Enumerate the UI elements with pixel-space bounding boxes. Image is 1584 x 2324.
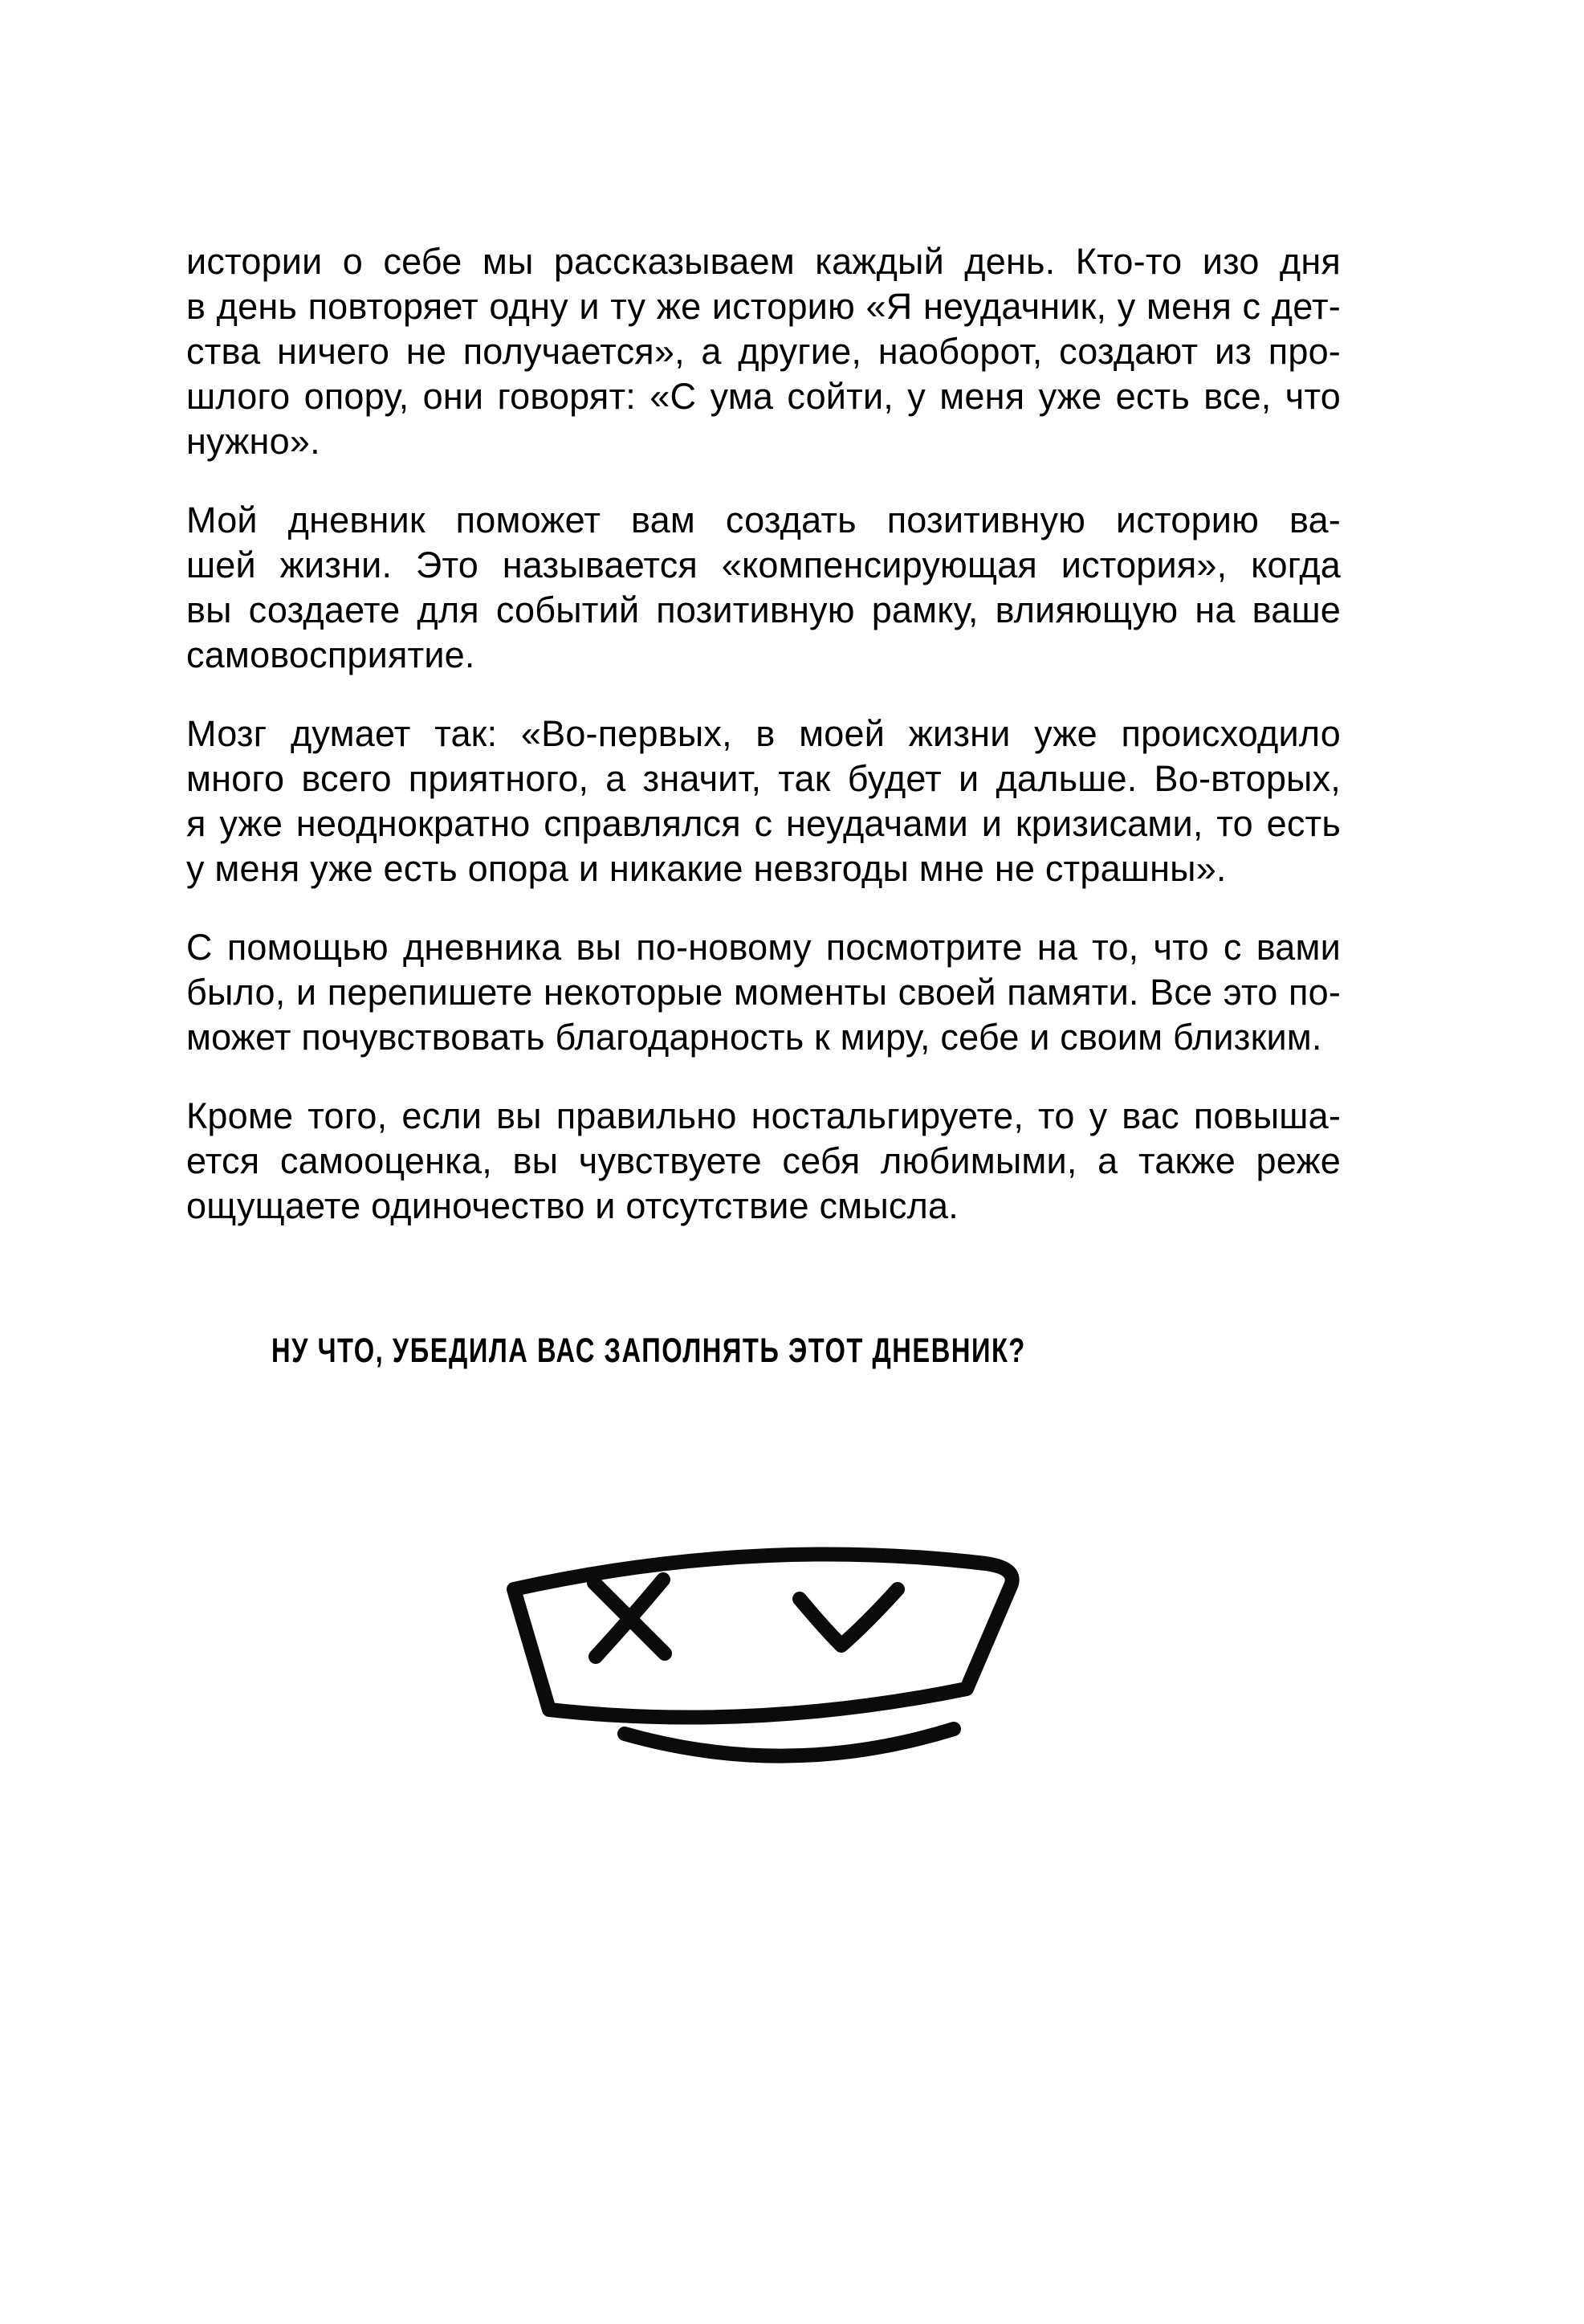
- text-line: ется самооценка, вы чувствуете себя любимыми, а также реже: [186, 1140, 1341, 1181]
- text-line: самовосприятие.: [186, 634, 475, 675]
- face-doodle: [504, 1531, 1034, 1788]
- paragraph: [186, 1094, 1341, 1229]
- text-line: нужно».: [186, 421, 320, 462]
- text-line: Мозг думает так: «Во-первых, в моей жизни уже происходило: [186, 713, 1341, 754]
- text-line: ощущаете одиночество и отсутствие смысла.: [186, 1185, 959, 1226]
- text-line: было, и перепишете некоторые моменты своей памяти. Все это по-: [186, 972, 1341, 1013]
- paragraph: [186, 498, 1341, 678]
- face-doodle-svg: [504, 1531, 1034, 1788]
- question-heading: НУ ЧТО, УБЕДИЛА ВАС ЗАПОЛНЯТЬ ЭТОТ ДНЕВНИК?: [271, 1331, 1026, 1370]
- text-line: вы создаете для событий позитивную рамку, влияющую на ваше: [186, 589, 1341, 630]
- text-line: может почувствовать благодарность к миру, себе и своим близким.: [186, 1017, 1322, 1058]
- text-line: С помощью дневника вы по-новому посмотрите на то, что с вами: [186, 927, 1341, 968]
- paragraph: [186, 711, 1341, 891]
- text-line: Кроме того, если вы правильно ностальгируете, то у вас повыша-: [186, 1095, 1341, 1136]
- paragraph: [186, 239, 1341, 464]
- doodle-smile-line: [625, 1729, 954, 1756]
- text-line: Мой дневник поможет вам создать позитивную историю ва-: [186, 499, 1341, 540]
- text-line: у меня уже есть опора и никакие невзгоды мне не страшны».: [186, 848, 1227, 889]
- text-line: истории о себе мы рассказываем каждый день. Кто-то изо дня: [186, 241, 1341, 282]
- text-line: я уже неоднократно справлялся с неудачами и кризисами, то есть: [186, 803, 1341, 844]
- text-line: ства ничего не получается», а другие, наоборот, создают из про-: [186, 331, 1341, 372]
- page-content: [186, 239, 1341, 1788]
- paragraphs: [186, 239, 1341, 1229]
- text-line: в день повторяет одну и ту же историю «Я неудачник, у меня с дет-: [186, 286, 1341, 327]
- text-line: шлого опору, они говорят: «С ума сойти, у меня уже есть все, что: [186, 376, 1341, 417]
- text-line: много всего приятного, а значит, так будет и дальше. Во-вторых,: [186, 758, 1341, 799]
- paragraph: [186, 925, 1341, 1060]
- text-line: шей жизни. Это называется «компенсирующая история», когда: [186, 544, 1341, 585]
- doodle-check-eye: [800, 1589, 898, 1645]
